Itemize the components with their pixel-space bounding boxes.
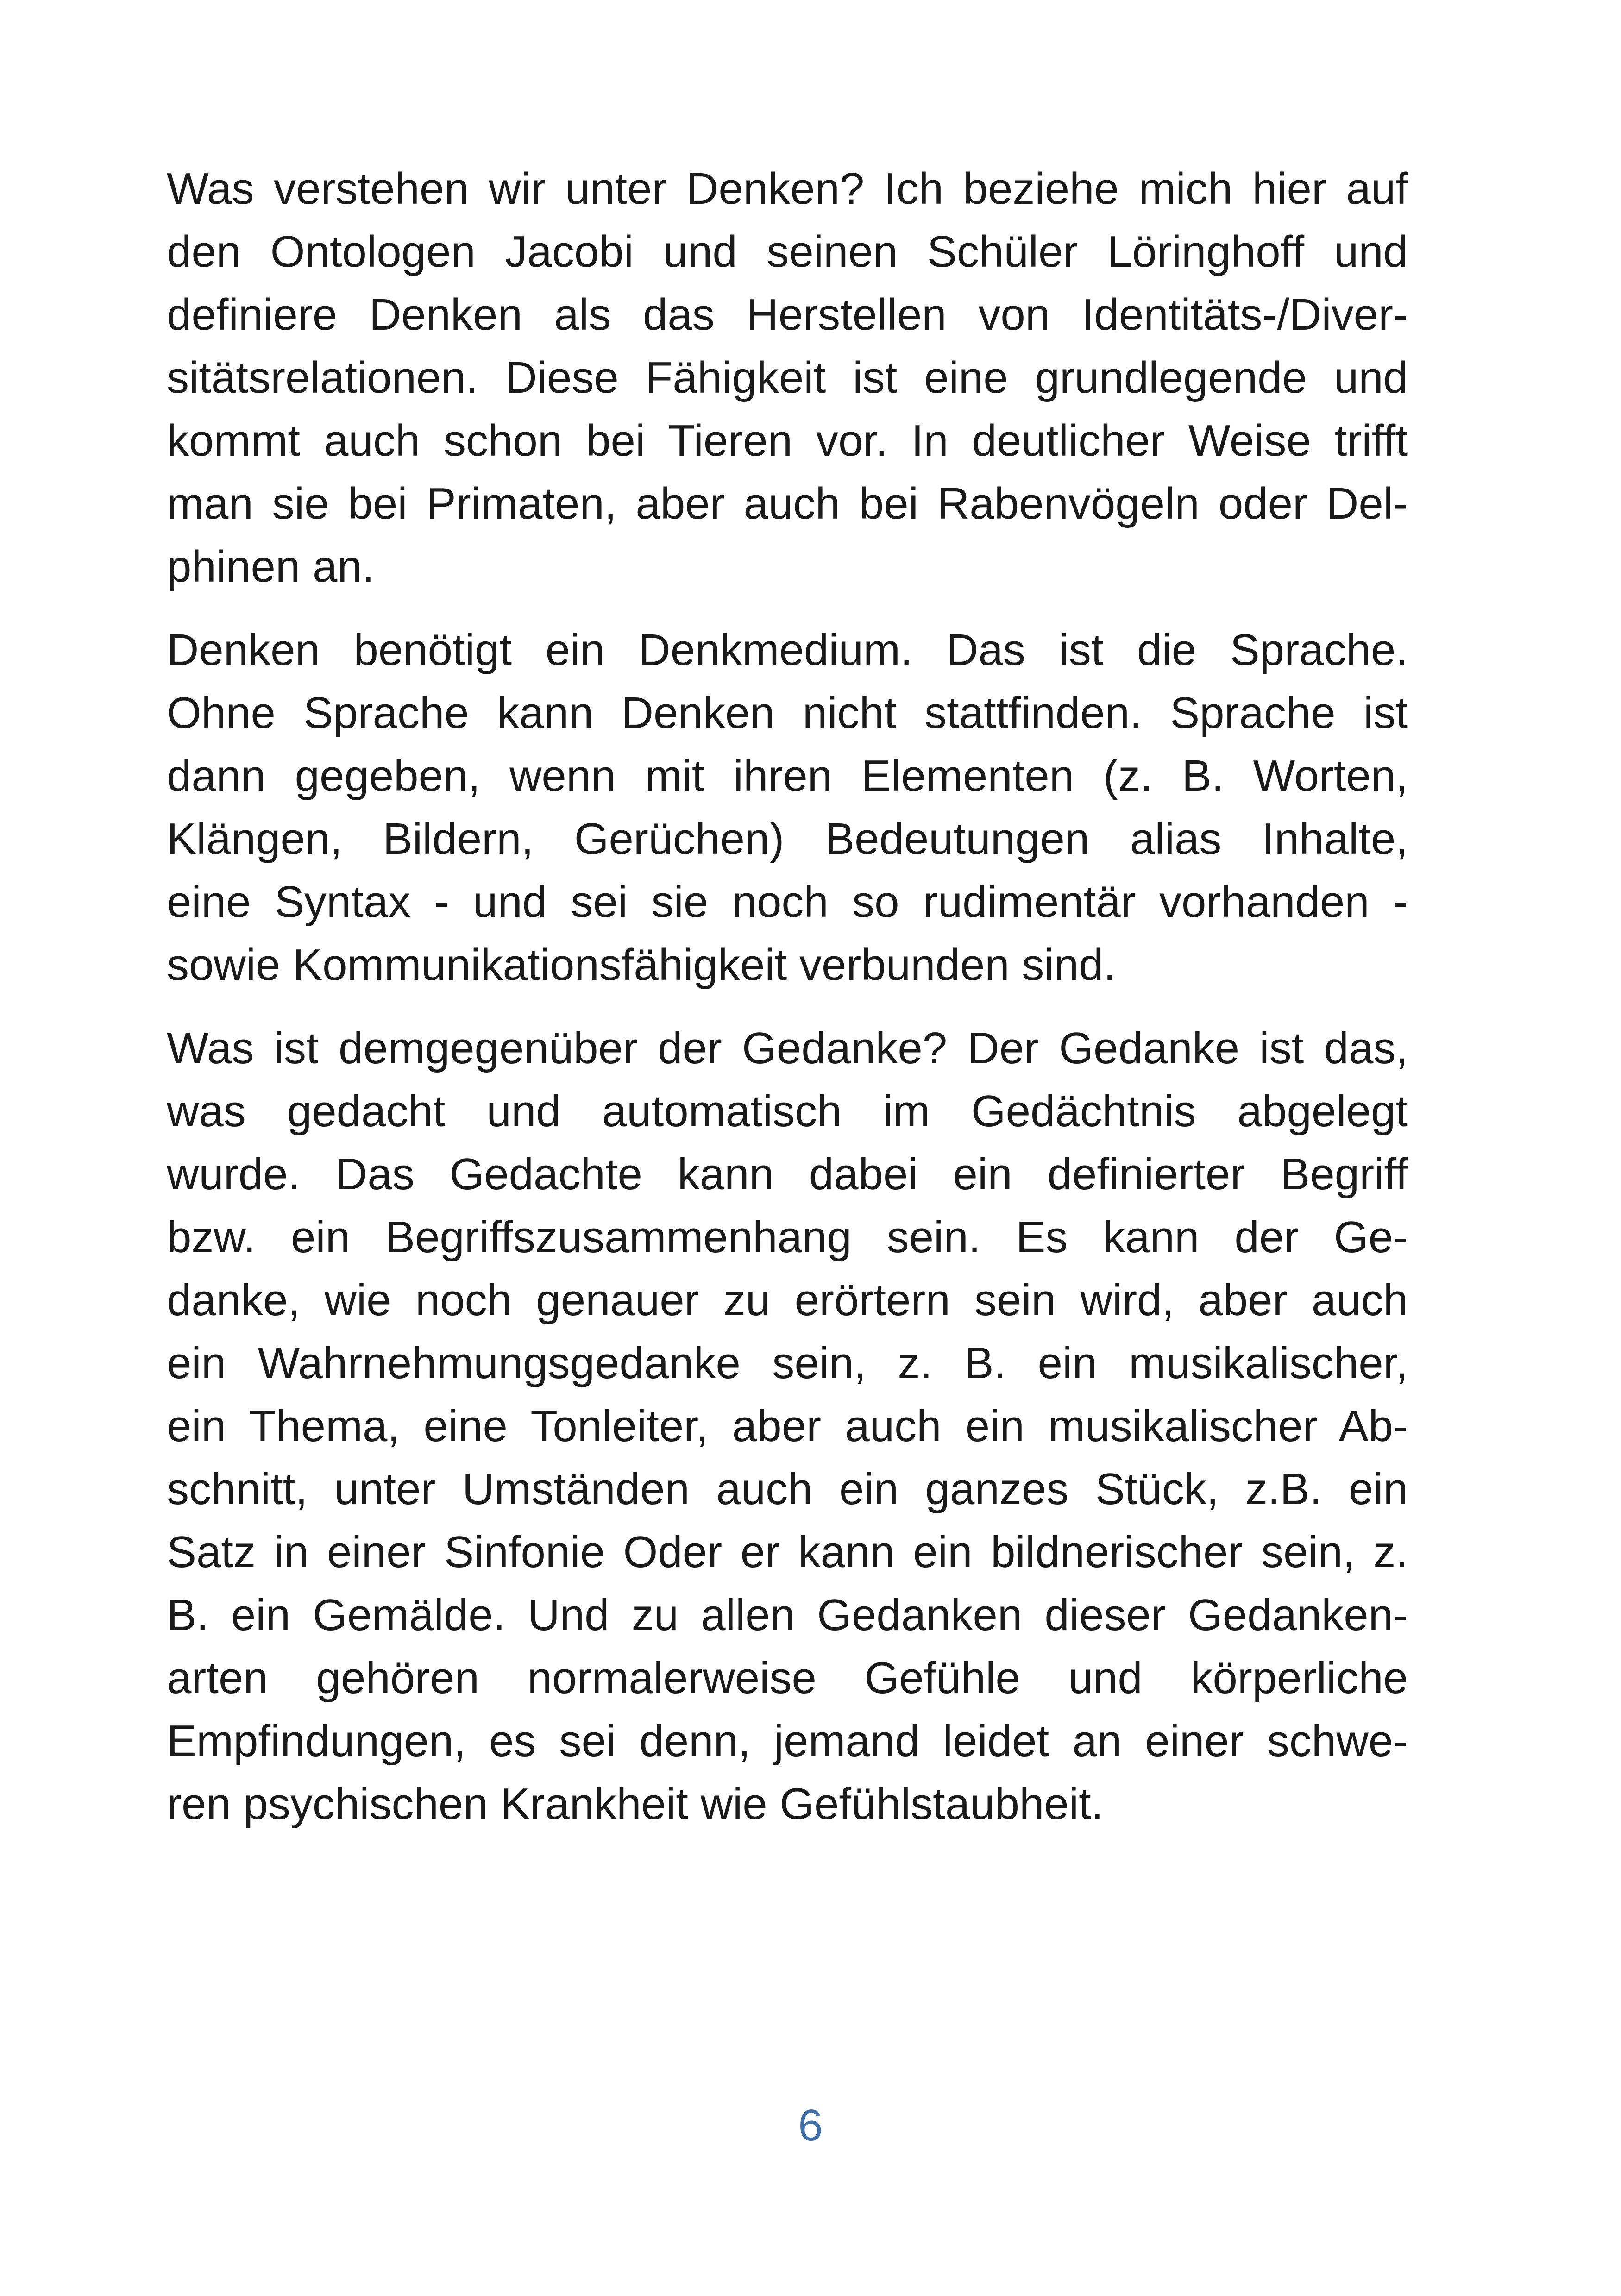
- text-line: man sie bei Primaten, aber auch bei Rabenvögeln oder Del-: [167, 479, 1408, 528]
- text-line: definiere Denken als das Herstellen von Identitäts-/Diver-: [167, 290, 1408, 339]
- text-line: ren psychischen Krankheit wie Gefühlstaubheit.: [167, 1779, 1104, 1829]
- text-line: kommt auch schon bei Tieren vor. In deutlicher Weise trifft: [167, 416, 1408, 465]
- body-text: [167, 157, 1408, 1856]
- text-line: bzw. ein Begriffszusammenhang sein. Es kann der Ge-: [167, 1212, 1408, 1262]
- text-line: Was ist demgegenüber der Gedanke? Der Gedanke ist das,: [167, 1023, 1408, 1073]
- paragraph-3: [167, 1017, 1408, 1836]
- page-number: 6: [798, 2101, 823, 2150]
- text-line: was gedacht und automatisch im Gedächtnis abgelegt: [167, 1086, 1408, 1136]
- text-line: Satz in einer Sinfonie Oder er kann ein bildnerischer sein, z.: [167, 1527, 1408, 1577]
- paragraph-2: [167, 619, 1408, 997]
- text-line: Was verstehen wir unter Denken? Ich beziehe mich hier auf: [167, 164, 1408, 213]
- text-line: dann gegeben, wenn mit ihren Elementen (z. B. Worten,: [167, 751, 1408, 801]
- text-line: Empfindungen, es sei denn, jemand leidet an einer schwe-: [167, 1716, 1408, 1766]
- paragraph-1: [167, 157, 1408, 598]
- text-line: Ohne Sprache kann Denken nicht stattfinden. Sprache ist: [167, 688, 1408, 738]
- text-line: eine Syntax - und sei sie noch so rudimentär vorhanden -: [167, 877, 1408, 927]
- text-line: danke, wie noch genauer zu erörtern sein wird, aber auch: [167, 1275, 1408, 1325]
- text-line: den Ontologen Jacobi und seinen Schüler Löringhoff und: [167, 227, 1408, 276]
- text-line: Denken benötigt ein Denkmedium. Das ist die Sprache.: [167, 625, 1408, 675]
- text-line: wurde. Das Gedachte kann dabei ein definierter Begriff: [167, 1149, 1408, 1199]
- text-line: Klängen, Bildern, Gerüchen) Bedeutungen alias Inhalte,: [167, 814, 1408, 864]
- text-line: sowie Kommunikationsfähigkeit verbunden sind.: [167, 940, 1116, 990]
- text-line: B. ein Gemälde. Und zu allen Gedanken dieser Gedanken-: [167, 1590, 1408, 1640]
- text-line: arten gehören normalerweise Gefühle und körperliche: [167, 1653, 1408, 1703]
- text-line: ein Thema, eine Tonleiter, aber auch ein musikalischer Ab-: [167, 1401, 1408, 1451]
- text-line: phinen an.: [167, 542, 375, 591]
- text-line: schnitt, unter Umständen auch ein ganzes Stück, z.B. ein: [167, 1464, 1408, 1514]
- text-line: ein Wahrnehmungsgedanke sein, z. B. ein musikalischer,: [167, 1338, 1408, 1388]
- text-line: sitätsrelationen. Diese Fähigkeit ist eine grundlegende und: [167, 353, 1408, 402]
